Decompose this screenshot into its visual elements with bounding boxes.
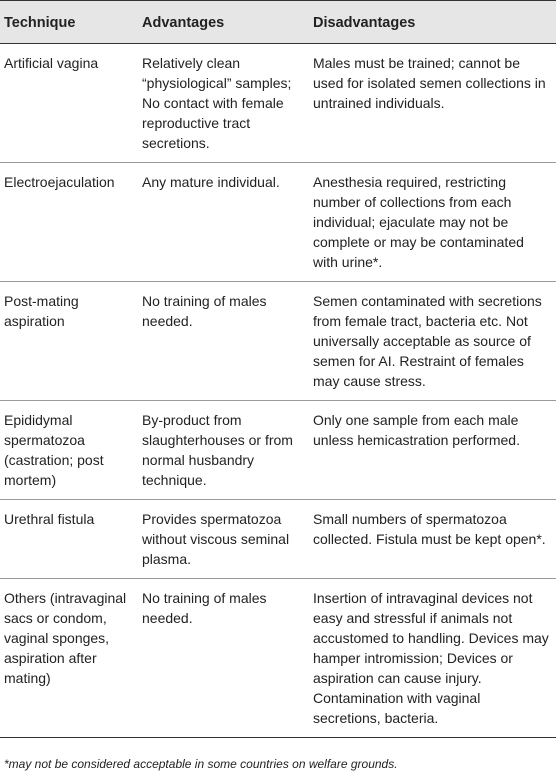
- table-row: [0, 579, 556, 738]
- table-row: [0, 44, 556, 163]
- advantages-cell: No training of males needed.: [138, 282, 309, 401]
- table-row: [0, 401, 556, 500]
- advantages-cell: Relatively clean “physiological” samples; No contact with female reproductive tract secretions.: [138, 44, 309, 163]
- technique-cell: Artificial vagina: [0, 44, 138, 163]
- disadvantages-cell: Only one sample from each male unless hemicastration performed.: [309, 401, 556, 500]
- disadvantages-cell: Small numbers of spermatozoa collected. Fistula must be kept open*.: [309, 500, 556, 579]
- technique-cell: Urethral fistula: [0, 500, 138, 579]
- header-advantages: Advantages: [138, 1, 309, 44]
- advantages-cell: Provides spermatozoa without viscous seminal plasma.: [138, 500, 309, 579]
- advantages-cell: No training of males needed.: [138, 579, 309, 738]
- disadvantages-cell: Anesthesia required, restricting number of collections from each individual; ejaculate may not be complete or may be contaminated with urine*.: [309, 163, 556, 282]
- technique-cell: Electroejaculation: [0, 163, 138, 282]
- technique-cell: Post-mating aspiration: [0, 282, 138, 401]
- disadvantages-cell: Semen contaminated with secretions from female tract, bacteria etc. Not universally acceptable as source of semen for AI. Restraint of females may cause stress.: [309, 282, 556, 401]
- advantages-cell: Any mature individual.: [138, 163, 309, 282]
- technique-cell: Epididymal spermatozoa (castration; post mortem): [0, 401, 138, 500]
- disadvantages-cell: Males must be trained; cannot be used for isolated semen collections in untrained individuals.: [309, 44, 556, 163]
- table-header-row: [0, 1, 556, 44]
- table-row: [0, 163, 556, 282]
- advantages-cell: By-product from slaughterhouses or from normal husbandry technique.: [138, 401, 309, 500]
- table-row: [0, 500, 556, 579]
- table-footnote: *may not be considered acceptable in some countries on welfare grounds.: [4, 757, 398, 771]
- technique-cell: Others (intravaginal sacs or condom, vaginal sponges, aspiration after mating): [0, 579, 138, 738]
- header-technique: Technique: [0, 1, 138, 44]
- header-disadvantages: Disadvantages: [309, 1, 556, 44]
- disadvantages-cell: Insertion of intravaginal devices not easy and stressful if animals not accustomed to handling. Devices may hamper intromission; Devices or aspiration can cause injury. Contamination with vaginal secretions, bacteria.: [309, 579, 556, 738]
- table-row: [0, 282, 556, 401]
